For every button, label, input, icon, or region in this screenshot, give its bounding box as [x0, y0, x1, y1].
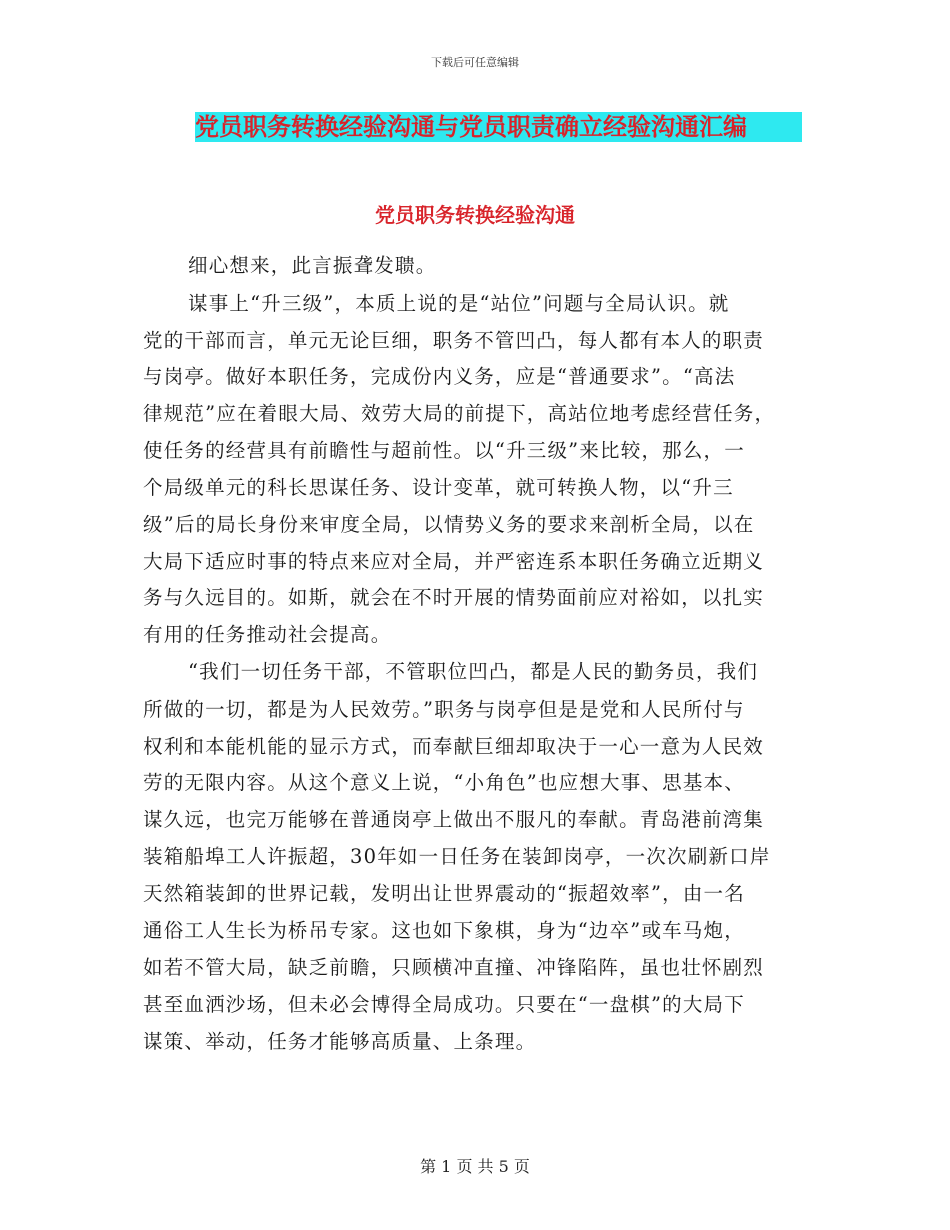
paragraph-line: 务与久远目的。如斯，就会在不时开展的情势面前应对裕如，以扎实 [143, 586, 765, 609]
section-title: 党员职务转换经验沟通 [375, 203, 575, 227]
paragraph-line: 谋久远，也完万能够在普通岗亭上做出不服凡的奉献。青岛港前湾集 [143, 808, 765, 831]
paragraph-line: 天然箱装卸的世界记载，发明出让世界震动的“振超效率”，由一名 [143, 882, 745, 905]
paragraph-line: 有用的任务推动社会提高。 [143, 623, 392, 646]
paragraph-line: 通俗工人生长为桥吊专家。这也如下象棋，身为“边卒”或车马炮， [143, 919, 745, 942]
paragraph-line: 大局下适应时事的特点来应对全局，并严密连系本职任务确立近期义 [143, 550, 765, 573]
paragraph-line: 级”后的局长身份来审度全局，以情势义务的要求来剖析全局，以在 [143, 513, 755, 536]
paragraph-line: 劳的无限内容。从这个意义上说，“小角色”也应想大事、思基本、 [143, 771, 745, 794]
paragraph-line: 所做的一切，都是为人民效劳。”职务与岗亭但是是党和人民所付与 [143, 698, 745, 721]
paragraph-line: 个局级单元的科长思谋任务、设计变革，就可转换人物，以“升三 [143, 476, 734, 499]
paragraph-line: 与岗亭。做好本职任务，完成份内义务，应是“普通要求”。“高法 [143, 365, 736, 388]
paragraph-line: 权利和本能机能的显示方式，而奉献巨细却取决于一心一意为人民效 [143, 735, 765, 758]
header-note: 下载后可任意编辑 [431, 56, 519, 69]
paragraph-line: 装箱船埠工人许振超，30年如一日任务在装卸岗亭，一次次刷新口岸 [143, 845, 771, 868]
paragraph-line: 谋事上“升三级”，本质上说的是“站位”问题与全局认识。就 [188, 292, 730, 315]
page-number: 第 1 页 共 5 页 [420, 1157, 530, 1176]
paragraph-line: 党的干部而言，单元无论巨细，职务不管凹凸，每人都有本人的职责 [143, 329, 765, 352]
paragraph-line: “我们一切任务干部，不管职位凹凸，都是人民的勤务员，我们 [188, 660, 759, 683]
document-title: 党员职务转换经验沟通与党员职责确立经验沟通汇编 [195, 112, 802, 142]
paragraph-line: 使任务的经营具有前瞻性与超前性。以“升三级”来比较，那么，一 [143, 439, 745, 462]
paragraph-line: 谋策、举动，任务才能够高质量、上条理。 [143, 1030, 537, 1053]
paragraph-line: 律规范”应在着眼大局、效劳大局的前提下，高站位地考虑经营任务， [143, 402, 776, 425]
paragraph-line: 细心想来，此言振聋发聩。 [188, 254, 437, 277]
paragraph-line: 甚至血洒沙场，但未必会博得全局成功。只要在“一盘棋”的大局下 [143, 993, 745, 1016]
paragraph-line: 如若不管大局，缺乏前瞻，只顾横冲直撞、冲锋陷阵，虽也壮怀剧烈 [143, 956, 765, 979]
